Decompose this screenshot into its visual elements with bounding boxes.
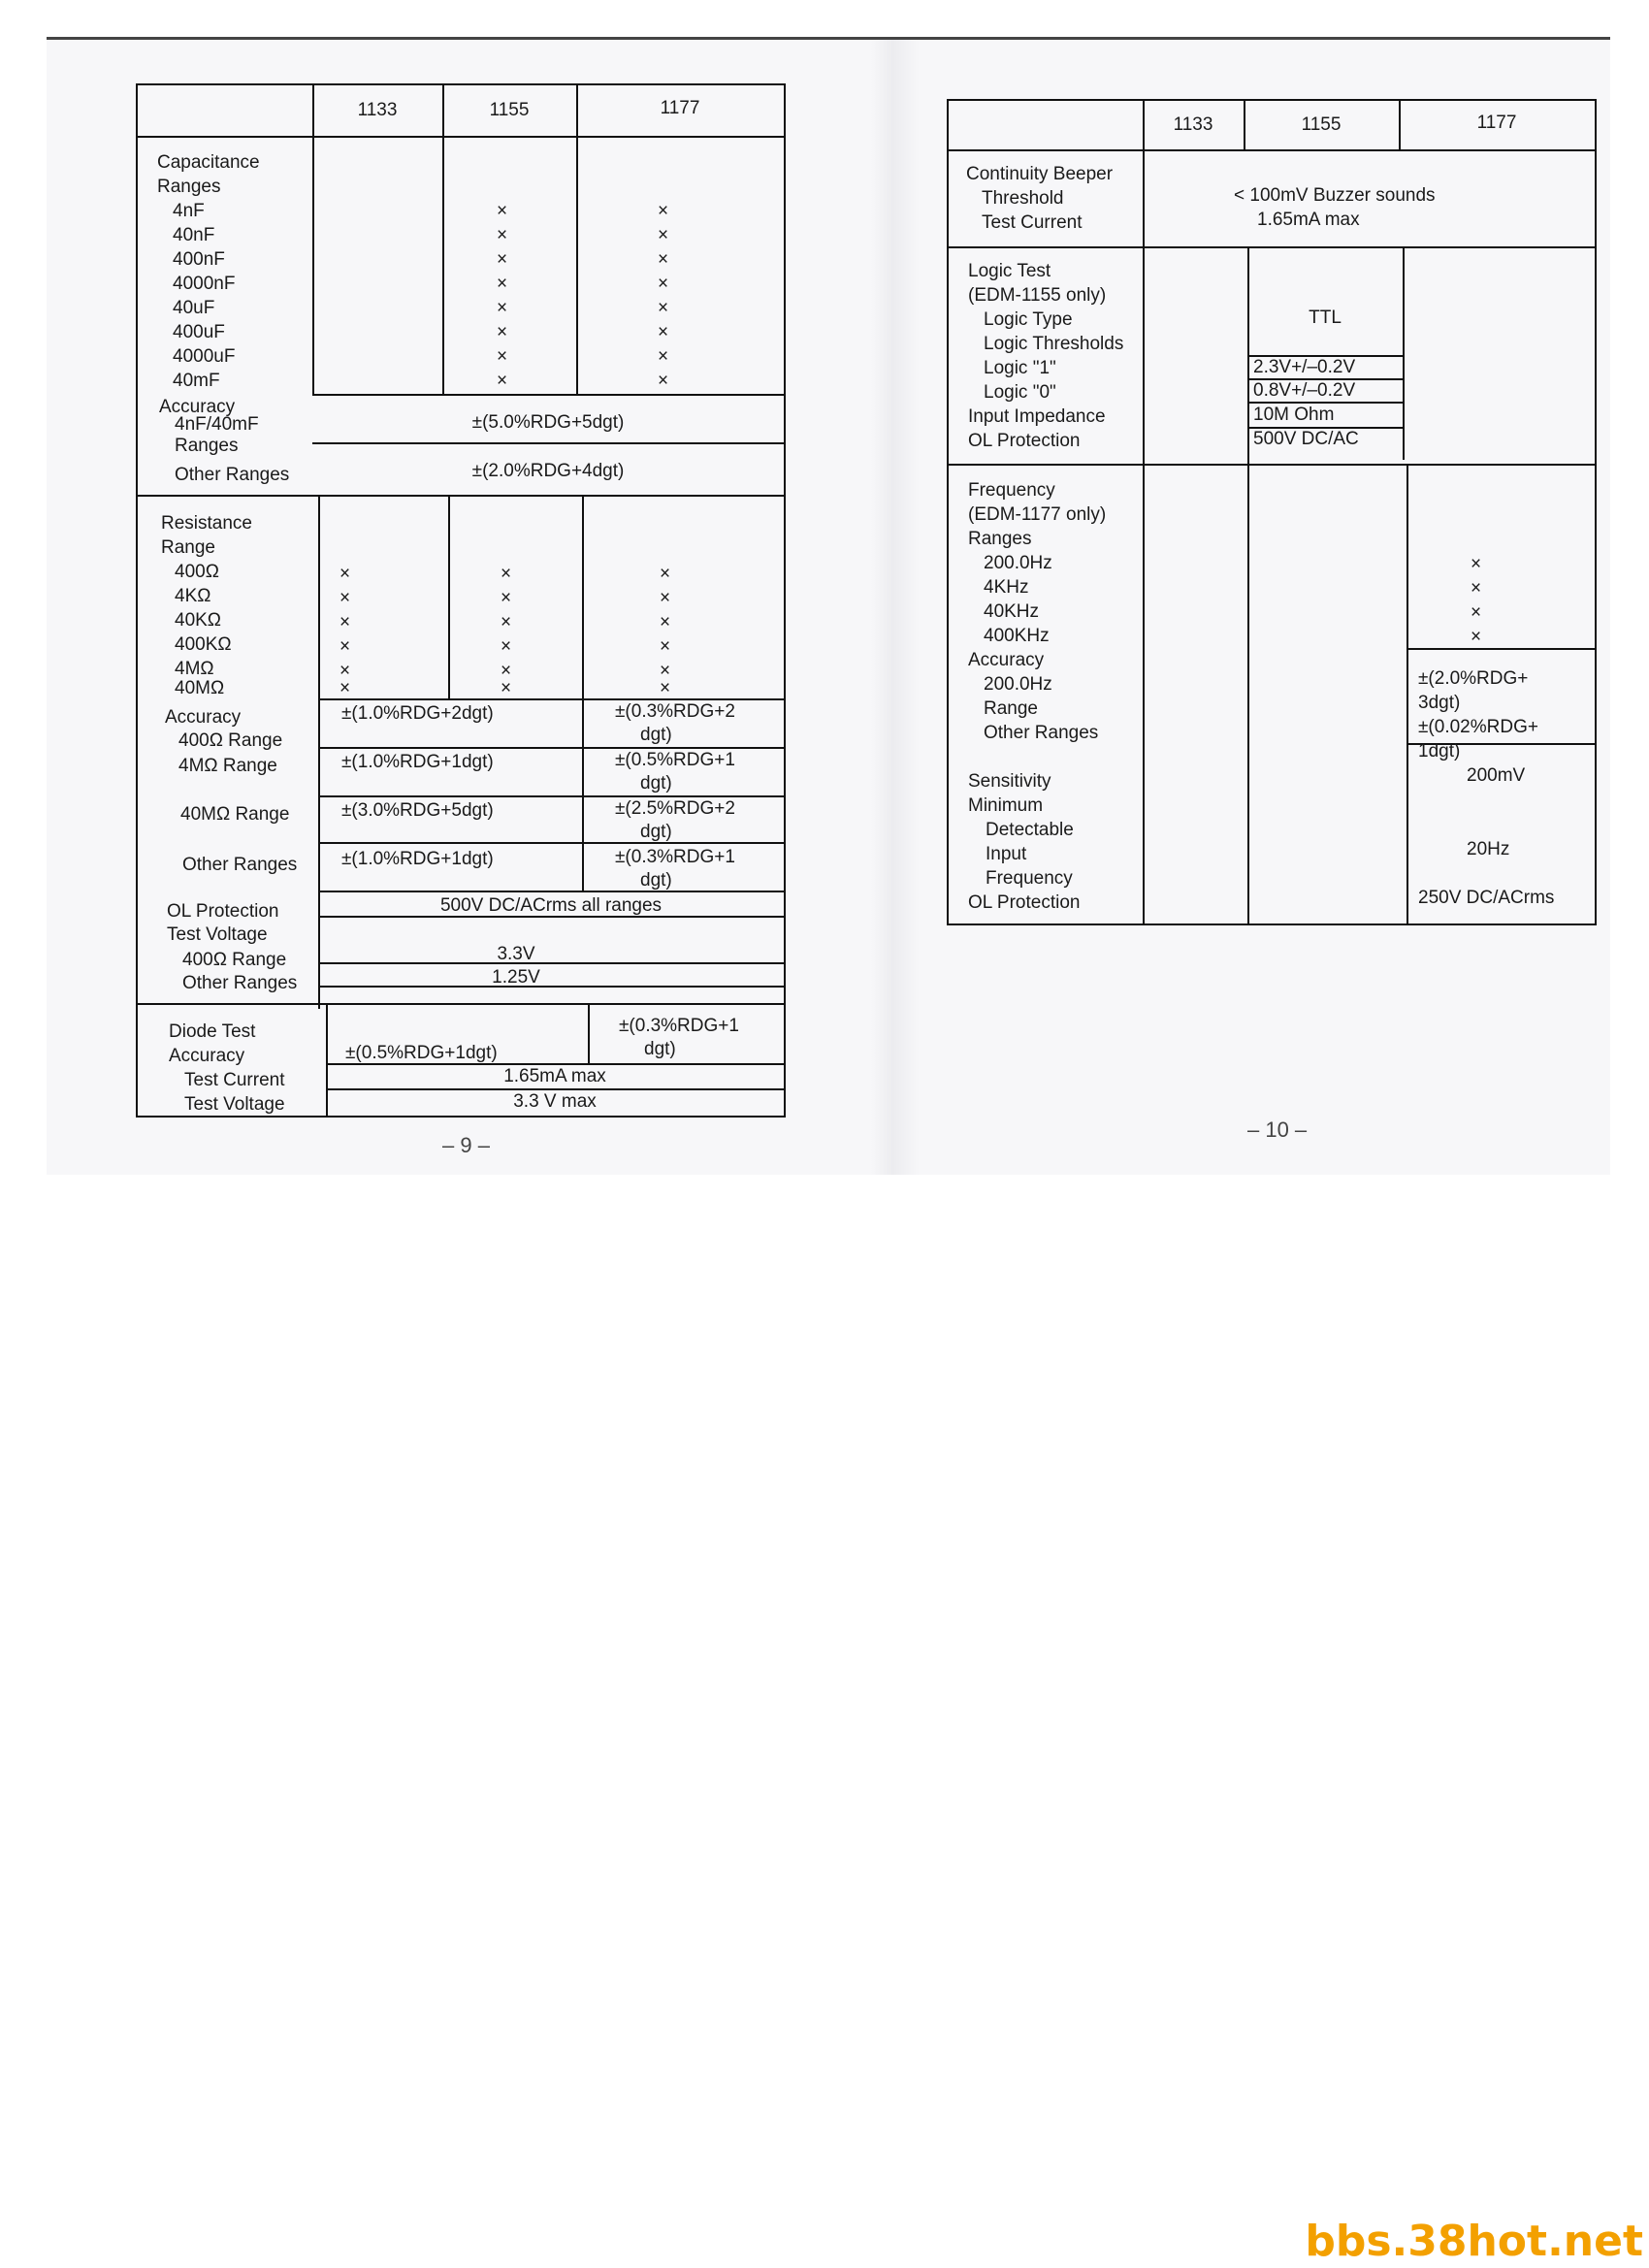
input-impedance-value: 10M Ohm: [1253, 405, 1335, 425]
column-divider: [448, 495, 450, 698]
check-mark: ×: [658, 274, 669, 294]
row-divider: [312, 442, 784, 444]
row-label: Sensitivity: [968, 771, 1051, 792]
accuracy-value: ±(0.5%RDG+1: [615, 750, 735, 770]
check-mark: ×: [501, 678, 512, 698]
check-mark: ×: [497, 274, 508, 294]
accuracy-value: dgt): [640, 773, 672, 794]
row-label: 200.0Hz: [984, 674, 1052, 695]
check-mark: ×: [497, 346, 508, 367]
row-label: 400Ω Range: [182, 950, 287, 970]
check-mark: ×: [658, 346, 669, 367]
check-mark: ×: [660, 636, 671, 657]
accuracy-value: ±(0.3%RDG+2: [615, 701, 735, 722]
check-mark: ×: [658, 298, 669, 318]
row-label: Accuracy: [165, 707, 242, 728]
logic-0-value: 0.8V+/–0.2V: [1253, 380, 1356, 401]
test-voltage-value: 3.3V: [497, 944, 535, 964]
row-label: Accuracy: [968, 650, 1045, 670]
row-label: Ranges: [157, 177, 221, 197]
range-label: 40MΩ: [175, 678, 225, 698]
row-label: Test Current: [184, 1070, 285, 1090]
section-divider: [136, 495, 784, 497]
accuracy-value: ±(3.0%RDG+5dgt): [341, 800, 494, 821]
section-title: Capacitance: [157, 152, 260, 173]
page-gutter: [871, 40, 920, 1175]
table-border: [784, 83, 786, 1118]
row-label: OL Protection: [167, 901, 279, 922]
range-label: 400nF: [173, 249, 225, 270]
check-mark: ×: [501, 661, 512, 681]
accuracy-value: ±(0.02%RDG+: [1418, 717, 1538, 737]
row-label: Other Ranges: [984, 723, 1099, 743]
range-label: 4KΩ: [175, 586, 211, 606]
table-border: [136, 136, 784, 138]
section-subtitle: (EDM-1155 only): [968, 285, 1107, 306]
column-header-1177: 1177: [660, 98, 700, 118]
test-voltage-value: 3.3 V max: [513, 1091, 597, 1112]
range-label: 4000nF: [173, 274, 236, 294]
check-mark: ×: [1471, 627, 1482, 647]
accuracy-value: ±(0.3%RDG+1: [615, 847, 735, 867]
range-label: 4000uF: [173, 346, 236, 367]
ol-protection-value: 500V DC/ACrms all ranges: [439, 895, 663, 916]
check-mark: ×: [501, 564, 512, 584]
row-label: Other Ranges: [182, 973, 298, 993]
row-label: Frequency: [986, 868, 1073, 889]
check-mark: ×: [660, 564, 671, 584]
accuracy-value: ±(2.0%RDG+4dgt): [471, 461, 625, 481]
row-label: 40MΩ Range: [180, 804, 290, 825]
column-header-1155: 1155: [489, 100, 530, 120]
logic-1-value: 2.3V+/–0.2V: [1253, 357, 1356, 377]
column-divider: [318, 495, 320, 1009]
section-title: Resistance: [161, 513, 252, 534]
range-label: 4nF: [173, 201, 205, 221]
row-label: OL Protection: [968, 431, 1081, 451]
row-label: Other Ranges: [182, 855, 298, 875]
accuracy-value: ±(2.5%RDG+2: [615, 798, 735, 819]
table-border: [947, 99, 1595, 101]
check-mark: ×: [497, 371, 508, 391]
column-divider: [1143, 149, 1145, 923]
page-number: – 10 –: [1247, 1118, 1308, 1142]
check-mark: ×: [340, 588, 351, 608]
check-mark: ×: [660, 678, 671, 698]
table-border: [947, 923, 1597, 925]
row-label: Ranges: [968, 529, 1032, 549]
row-label: Test Voltage: [184, 1094, 285, 1115]
row-divider: [318, 891, 784, 892]
row-label: Logic "0": [984, 382, 1056, 403]
check-mark: ×: [340, 612, 351, 632]
range-label: 400KΩ: [175, 634, 232, 655]
row-label: Threshold: [982, 188, 1064, 209]
test-current-value: 1.65mA max: [1257, 210, 1360, 230]
section-title: Frequency: [968, 480, 1055, 501]
table-border: [947, 149, 1595, 151]
row-label: Other Ranges: [175, 465, 290, 485]
row-label: Minimum: [968, 795, 1044, 816]
range-label: 40uF: [173, 298, 215, 318]
section-title: Continuity Beeper: [966, 164, 1114, 184]
range-label: 200.0Hz: [984, 553, 1052, 573]
column-divider: [312, 83, 314, 394]
check-mark: ×: [660, 588, 671, 608]
check-mark: ×: [501, 636, 512, 657]
row-label: OL Protection: [968, 892, 1081, 913]
sensitivity-value: 200mV: [1467, 765, 1526, 786]
section-divider: [947, 464, 1595, 466]
accuracy-value: ±(0.5%RDG+1dgt): [345, 1043, 498, 1063]
row-label: Logic "1": [984, 358, 1056, 378]
accuracy-value: dgt): [640, 725, 672, 745]
accuracy-value: dgt): [640, 822, 672, 842]
row-label: Logic Thresholds: [984, 334, 1124, 354]
check-mark: ×: [658, 371, 669, 391]
column-divider: [1247, 246, 1249, 923]
check-mark: ×: [501, 612, 512, 632]
row-divider: [1406, 648, 1595, 650]
accuracy-value: dgt): [644, 1039, 676, 1059]
range-label: 4MΩ: [175, 659, 214, 679]
check-mark: ×: [1471, 578, 1482, 599]
column-header-1177: 1177: [1476, 113, 1517, 133]
check-mark: ×: [497, 225, 508, 245]
range-label: 40mF: [173, 371, 220, 391]
accuracy-value: 1dgt): [1418, 741, 1461, 761]
table-border: [136, 83, 784, 85]
check-mark: ×: [340, 678, 351, 698]
range-label: 40KHz: [984, 601, 1040, 622]
check-mark: ×: [340, 636, 351, 657]
range-label: 40nF: [173, 225, 215, 245]
row-divider: [312, 394, 784, 396]
row-label: Test Current: [982, 212, 1083, 233]
column-header-1133: 1133: [357, 100, 398, 120]
row-label: Range: [161, 537, 215, 558]
row-label: 400Ω Range: [178, 730, 283, 751]
test-current-value: 1.65mA max: [503, 1066, 606, 1086]
row-label: Input Impedance: [968, 406, 1106, 427]
test-voltage-value: 1.25V: [492, 967, 540, 988]
check-mark: ×: [660, 661, 671, 681]
section-subtitle: (EDM-1177 only): [968, 504, 1107, 525]
check-mark: ×: [497, 322, 508, 342]
check-mark: ×: [1471, 554, 1482, 574]
row-label: Test Voltage: [167, 924, 268, 945]
table-border: [1595, 99, 1597, 925]
row-label: Detectable: [986, 820, 1074, 840]
column-divider: [1406, 464, 1408, 923]
row-label: 4nF/40mF: [175, 414, 259, 435]
accuracy-value: 3dgt): [1418, 693, 1461, 713]
row-label: Logic Type: [984, 309, 1073, 330]
range-label: 400Ω: [175, 562, 219, 582]
watermark: bbs.38hot.net: [1305, 2217, 1643, 2266]
check-mark: ×: [501, 588, 512, 608]
accuracy-value: ±(1.0%RDG+2dgt): [341, 703, 494, 724]
table-border: [947, 99, 949, 925]
accuracy-value: ±(2.0%RDG+: [1418, 668, 1529, 689]
check-mark: ×: [658, 322, 669, 342]
accuracy-value: ±(5.0%RDG+5dgt): [471, 412, 625, 433]
section-divider: [947, 246, 1595, 248]
check-mark: ×: [1471, 602, 1482, 623]
range-label: 400KHz: [984, 626, 1050, 646]
row-label: Accuracy: [159, 397, 236, 417]
check-mark: ×: [658, 249, 669, 270]
row-divider: [318, 842, 784, 844]
section-title: Logic Test: [968, 261, 1051, 281]
row-label: Ranges: [175, 436, 239, 456]
column-header-1133: 1133: [1173, 114, 1213, 135]
ol-protection-value: 250V DC/ACrms: [1418, 888, 1555, 908]
page-number: – 9 –: [442, 1133, 490, 1157]
check-mark: ×: [497, 298, 508, 318]
accuracy-value: ±(1.0%RDG+1dgt): [341, 849, 494, 869]
check-mark: ×: [340, 661, 351, 681]
min-frequency-value: 20Hz: [1467, 839, 1510, 859]
accuracy-value: dgt): [640, 870, 672, 891]
section-divider: [136, 1003, 784, 1005]
accuracy-value: ±(0.3%RDG+1: [619, 1016, 739, 1036]
column-header-1155: 1155: [1301, 114, 1342, 135]
check-mark: ×: [658, 201, 669, 221]
column-divider: [442, 83, 444, 394]
range-label: 4KHz: [984, 577, 1029, 598]
check-mark: ×: [497, 201, 508, 221]
check-mark: ×: [658, 225, 669, 245]
column-divider: [1403, 246, 1405, 460]
threshold-value: < 100mV Buzzer sounds: [1234, 185, 1436, 206]
check-mark: ×: [497, 249, 508, 270]
column-divider: [588, 1003, 590, 1065]
section-title: Diode Test: [169, 1021, 256, 1042]
check-mark: ×: [340, 564, 351, 584]
column-divider: [576, 83, 578, 394]
row-label: Accuracy: [169, 1046, 245, 1066]
ol-protection-value: 500V DC/AC: [1253, 429, 1359, 449]
range-label: 400uF: [173, 322, 225, 342]
accuracy-value: ±(1.0%RDG+1dgt): [341, 752, 494, 772]
table-border: [136, 83, 138, 1118]
column-divider: [582, 495, 584, 892]
logic-type-value: TTL: [1309, 308, 1342, 328]
row-label: Input: [986, 844, 1027, 864]
range-label: 40KΩ: [175, 610, 222, 631]
check-mark: ×: [660, 612, 671, 632]
row-label: Range: [984, 698, 1038, 719]
row-label: 4MΩ Range: [178, 756, 277, 776]
